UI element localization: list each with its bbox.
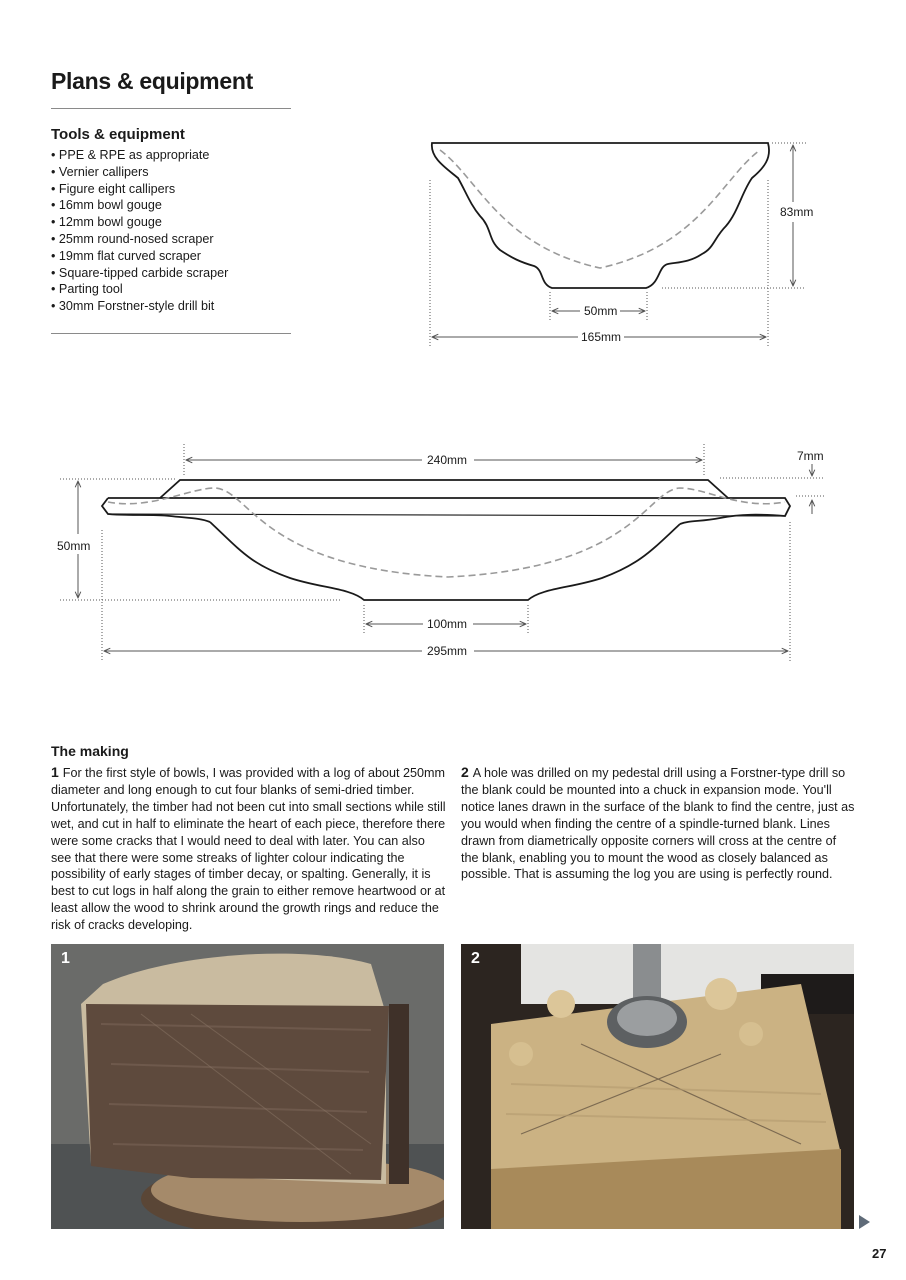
list-item: • 25mm round-nosed scraper [51,231,301,248]
photo-1-image [51,944,444,1229]
platter-top-label: 240mm [427,453,468,467]
bowl-inner-profile [440,150,760,268]
list-item: • 30mm Forstner-style drill bit [51,298,301,315]
bowl-height-label: 83mm [780,205,814,219]
photo-2 [461,944,854,1229]
platter-inner-profile [108,488,785,577]
step-1-text: 1 For the first style of bowls, I was provided with a log of about 250mm diameter and long enough to cut four blanks of semi-dried timber. Unfortunately, the timber had not been cut into small sections while still wet, and cut in half to eliminate the heart of each piece, therefore there were some cracks that I would need to deal with later. You can also see that there were some streaks of lighter colour indicating the possibility of early stages of timber decay, or spalting. Generally, it is best to cut logs in half along the grain to either remove heartwood or at least allow the wood to shrink around the growth rings and reduce the risk of cracks developing. [51,764,446,933]
page-title: Plans & equipment [51,68,253,94]
list-item: • 19mm flat curved scraper [51,248,301,265]
platter-height-label: 50mm [57,539,91,553]
list-item: • 12mm bowl gouge [51,214,301,231]
photo-1 [51,944,444,1229]
platter-top-rim [160,480,728,498]
step-1-number: 1 [51,764,59,780]
photo-1-number: 1 [61,950,70,967]
platter-diagram [0,430,906,680]
bowl-base-label: 50mm [584,304,618,318]
list-item: • Figure eight callipers [51,181,301,198]
step-2-number: 2 [461,764,469,780]
bowl-diagram [0,0,906,360]
bowl-outline [432,143,769,288]
list-item: • Vernier callipers [51,164,301,181]
tools-heading: Tools & equipment [51,126,185,143]
list-item: • Parting tool [51,281,301,298]
making-heading: The making [51,743,129,759]
bowl-width-label: 165mm [581,330,622,344]
platter-base-label: 100mm [427,617,468,631]
photo-2-image [461,944,854,1229]
photo-2-number: 2 [471,950,480,967]
platter-width-label: 295mm [427,644,468,658]
list-item: • 16mm bowl gouge [51,197,301,214]
platter-rim-label: 7mm [797,449,824,463]
list-item: • Square-tipped carbide scraper [51,265,301,282]
step-2-text: 2 A hole was drilled on my pedestal drill using a Forstner-type drill so the blank could be mounted into a chuck in expansion mode. You'll notice lanes drawn in the surface of the blank to find the centre, just as you would when finding the centre of a spindle-turned blank. Lines drawn from diametrically opposite corners will cross at the centre of the blank, enabling you to mount the wood as closely balanced as possible. That is assuming the log you are using is perfectly round. [461,764,855,882]
page-number: 27 [872,1246,887,1261]
next-page-arrow-icon[interactable] [859,1215,870,1229]
platter-rim [108,498,790,524]
list-item: • PPE & RPE as appropriate [51,147,301,164]
